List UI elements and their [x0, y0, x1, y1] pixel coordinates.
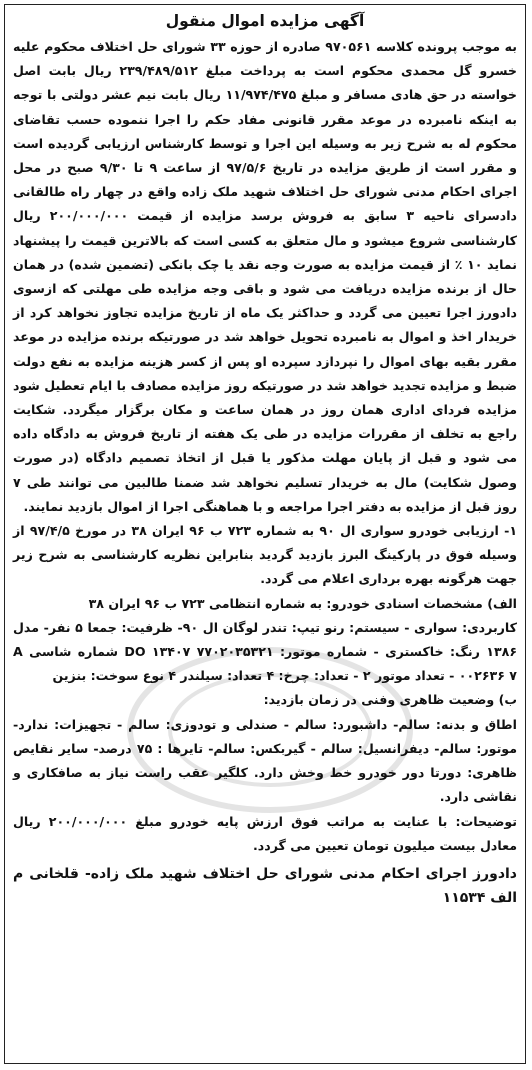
notice-body: به موجب پرونده کلاسه ۹۷۰۵۶۱ صادره از حوزه ۳۳ شورای حل اختلاف محکوم علیه خسرو گل محمدی محکوم است به پرداخت مبلغ ۲۳۹/۴۸۹/۵۱۲ ریال بابت اصل خواسته در حق هادی مسافر و مبلغ ۱۱/۹۷۴/۴۷۵ ریال بابت نیم عشر دولتی با توجه به اینکه نامبرده در موعد مقرر قانونی مفاد حکم را اجرا ننموده حسب تقاضای محکوم له به شرح زیر به وسیله این اجرا و توسط کارشناس ارزیابی گردیده است و مقرر است از طریق مزایده در تاریخ ۹۷/۵/۶ از ساعت ۹ تا ۹/۳۰ صبح در محل اجرای احکام مدنی شورای حل اختلاف شهید ملک زاده واقع در چهار راه طالقانی دادسرای ناحیه ۳ سابق به فروش برسد مزایده از قیمت ۲۰۰/۰۰۰/۰۰۰ ریال کارشناسی شروع میشود و مال متعلق به کسی است که بالاترین قیمت را پیشنهاد نماید ۱۰ ٪ از قیمت مزایده به صورت وجه نقد یا چک بانکی (تضمین شده) در همان حال از برنده مزایده دریافت می شود و باقی وجه مزایده طی مهلتی که ازسوی دادورز اجرا تعیین می گردد و حداکثر یک ماه از تاریخ مزایده تجاوز نخواهد کرد از خریدار اخذ و اموال به نامبرده تحویل خواهد شد در صورتیکه برنده مزایده در موعد مقرر بقیه بهای اموال را نپردازد سپرده او پس از کسر هزینه مزایده به نفع دولت ضبط و مزایده تجدید خواهد شد در صورتیکه روز مزایده مصادف با ایام تعطیل شود مزایده فردای اداری همان روز در همان ساعت و مکان برگزار میگردد. شکایت راجع به تخلف از مقررات مزایده در طی یک هفته از تاریخ فروش به دادگاه داده می شود و قبل از پایان مهلت مذکور یا قبل از اتخاذ تصمیم دادگاه (در صورت وصول شکایت) مال به خریدار تسلیم نخواهد شد ضمنا طالبین می توانند طی ۷ روز قبل از مزایده به دفتر اجرا مراجعه و با هماهنگی اجرا از اموال بازدید نمایند. [13, 39, 518, 514]
notice-frame [4, 4, 526, 1064]
item-1-valuation: ۱- ارزیابی خودرو سواری ال ۹۰ به شماره ۷۲۳ ب ۹۶ ایران ۳۸ در مورخ ۹۷/۴/۵ از وسیله فوق در پارکینگ البرز بازدید گردید بنابراین نظریه کارشناسی به شرح زیر جهت هرگونه بهره برداری اعلام می گردد. [13, 523, 517, 587]
condition-body: اطاق و بدنه: سالم- داشبورد: سالم - صندلی و تودوزی: سالم - تجهیزات: ندارد- موتور: سالم- دیفرانسیل: سالم - گیربکس: سالم- تایرها : ۷۵ درصد- سایر نقایص ظاهری: دورتا دور خودرو خط وخش دارد. کلگیر عقب راست نیاز به صافکاری و نقاشی دارد. [13, 716, 517, 805]
notice-title: آگهی مزایده اموال منقول [165, 12, 365, 30]
condition-heading: ب) وضعیت ظاهری وفنی در زمان بازدید: [263, 692, 517, 708]
spec-heading: الف) مشخصات اسنادی خودرو: به شماره انتظامی ۷۲۳ ب ۹۶ ایران ۳۸ [88, 595, 517, 611]
explanation: توضیحات: با عنایت به مراتب فوق ارزش پایه خودرو مبلغ ۲۰۰/۰۰۰/۰۰۰ ریال معادل بیست میلیون تومان تعیین می گردد. [13, 813, 517, 853]
signature: دادورز اجرای احکام مدنی شورای حل اختلاف شهید ملک زاده- قلخانی م الف ۱۱۵۳۴ [13, 865, 517, 906]
spec-body: کاربردی: سواری - سیستم: رنو تیپ: تندر لوگان ال ۹۰- ظرفیت: جمعا ۵ نفر- مدل ۱۳۸۶ رنگ: خاکستری - شماره موتور: DO ۱۳۴۰۷ ۷۷۰۲۰۳۵۳۲۱ شماره شاسی A ۰۰۲۶۳۶ ۷ - تعداد موتور ۲ - تعداد: چرخ: ۴ تعداد: سیلندر ۴ نوع سوخت: بنزین [13, 619, 518, 684]
